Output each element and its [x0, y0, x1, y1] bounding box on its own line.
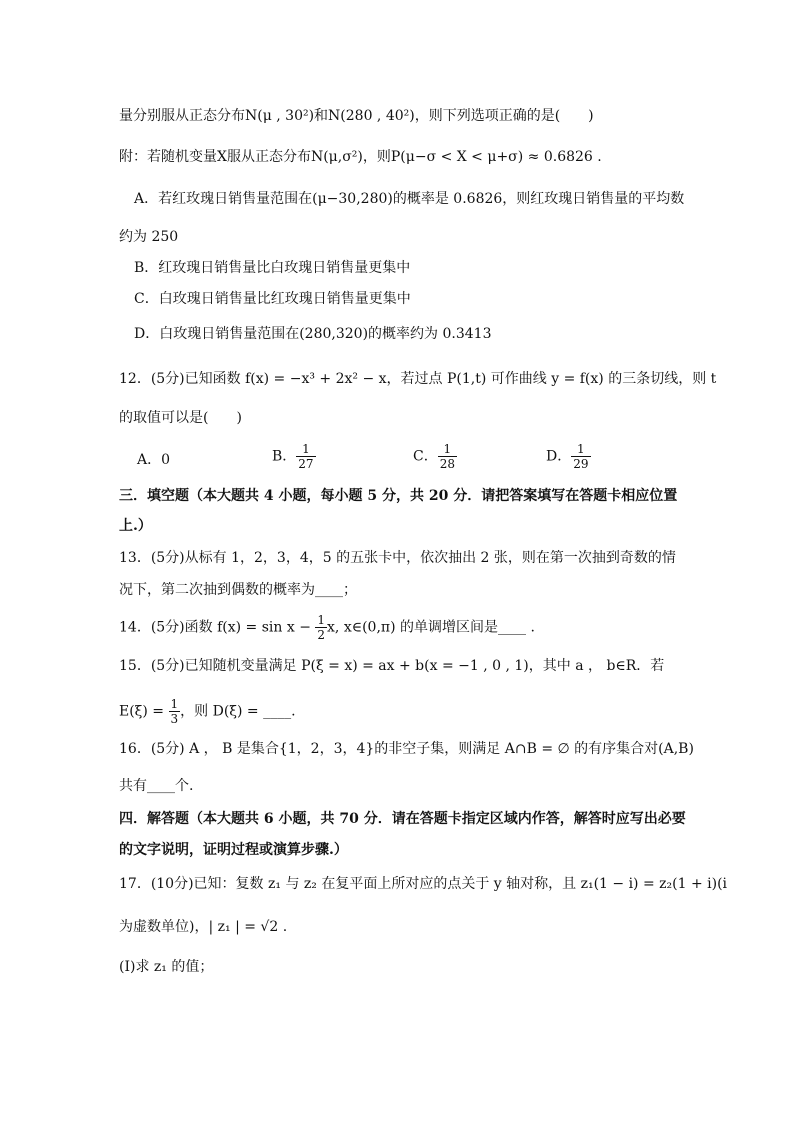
section-3-heading: 三．填空题（本大题共 4 小题，每小题 5 分，共 20 分．请把答案填写在答题卡相应位置 — [119, 488, 678, 504]
fraction-numerator: 1 — [170, 697, 179, 711]
fraction-denominator: 28 — [439, 457, 455, 471]
q17-stem: 17．(10分)已知：复数 z₁ 与 z₂ 在复平面上所对应的点关于 y 轴对称，且 z₁(1 − i) = z₂(1 + i)(i — [119, 876, 728, 892]
q11-option-b: B．红玫瑰日销售量比白玫瑰日销售量更集中 — [134, 260, 411, 276]
fraction-numerator: 1 — [438, 442, 457, 457]
q16-stem-cont: 共有____个. — [119, 778, 194, 794]
q12-option-c-label: C． — [413, 448, 438, 465]
q11-note: 附：若随机变量X服从正态分布N(μ,σ²)，则P(μ−σ < X < μ+σ) ≈ 0.6826 . — [119, 149, 602, 165]
fraction-denominator: 29 — [573, 457, 589, 471]
q11-option-d: D．白玫瑰日销售量范围在(280,320)的概率约为 0.3413 — [134, 326, 492, 342]
q11-option-a-cont: 约为 250 — [119, 229, 179, 245]
q14-text-before: 14．(5分)函数 f(x) = sin x − — [119, 619, 311, 636]
q17-part-1: (Ⅰ)求 z₁ 的值； — [119, 959, 214, 975]
q12-stem-cont: 的取值可以是( ) — [119, 410, 242, 426]
q15-text-after: ，则 D(ξ) = ____. — [180, 703, 296, 720]
fraction-numerator: 1 — [571, 442, 590, 457]
q15-stem-cont — [119, 697, 296, 726]
q12-option-c-fraction — [438, 442, 457, 471]
q15-fraction — [169, 697, 181, 726]
q12-option-d-label: D． — [546, 448, 572, 465]
q12-option-c — [413, 442, 457, 471]
section-4-heading-cont: 的文字说明，证明过程或演算步骤.） — [119, 842, 348, 858]
q11-option-c: C．白玫瑰日销售量比红玫瑰日销售量更集中 — [134, 291, 411, 307]
q11-option-a: A．若红玫瑰日销售量范围在(μ−30,280)的概率是 0.6826，则红玫瑰日销售量的平均数 — [134, 191, 685, 207]
fraction-denominator: 3 — [170, 712, 179, 726]
q17-stem-cont: 为虚数单位)，| z₁ | = √2 . — [119, 919, 288, 935]
q12-option-a: A．0 — [137, 452, 171, 468]
q12-option-d — [546, 442, 591, 471]
q12-option-b-label: B． — [272, 448, 297, 465]
q15-stem: 15．(5分)已知随机变量满足 P(ξ = x) = ax + b(x = −1 , 0 , 1)，其中 a ， b∈R．若 — [119, 658, 665, 674]
q13-stem: 13．(5分)从标有 1，2，3，4，5 的五张卡中，依次抽出 2 张，则在第一次抽到奇数的情 — [119, 550, 676, 566]
section-4-heading: 四．解答题（本大题共 6 小题，共 70 分．请在答题卡指定区域内作答，解答时应写出必要 — [119, 811, 686, 827]
q12-option-b — [272, 442, 316, 471]
q13-stem-cont: 况下，第二次抽到偶数的概率为____； — [119, 582, 357, 598]
fraction-denominator: 2 — [317, 628, 326, 642]
q11-stem-line: 量分别服从正态分布N(μ , 30²)和N(280 , 40²)，则下列选项正确的是( ) — [119, 108, 594, 124]
fraction-numerator: 1 — [296, 442, 315, 457]
q15-text-before: E(ξ) = — [119, 703, 165, 720]
q16-stem: 16．(5分) A ， B 是集合{1，2，3，4}的非空子集，则满足 A∩B = ∅ 的有序集合对(A,B) — [119, 741, 694, 757]
fraction-denominator: 27 — [298, 457, 314, 471]
q14-fraction — [315, 613, 327, 642]
q14-text-after: x, x∈(0,π) 的单调增区间是____ . — [327, 619, 535, 636]
fraction-numerator: 1 — [317, 613, 326, 627]
q12-option-b-fraction — [296, 442, 315, 471]
q12-stem: 12．(5分)已知函数 f(x) = −x³ + 2x² − x，若过点 P(1,t) 可作曲线 y = f(x) 的三条切线，则 t — [119, 371, 717, 387]
section-3-heading-cont: 上.） — [119, 518, 152, 534]
q14-stem — [119, 613, 535, 642]
q12-option-d-fraction — [571, 442, 590, 471]
